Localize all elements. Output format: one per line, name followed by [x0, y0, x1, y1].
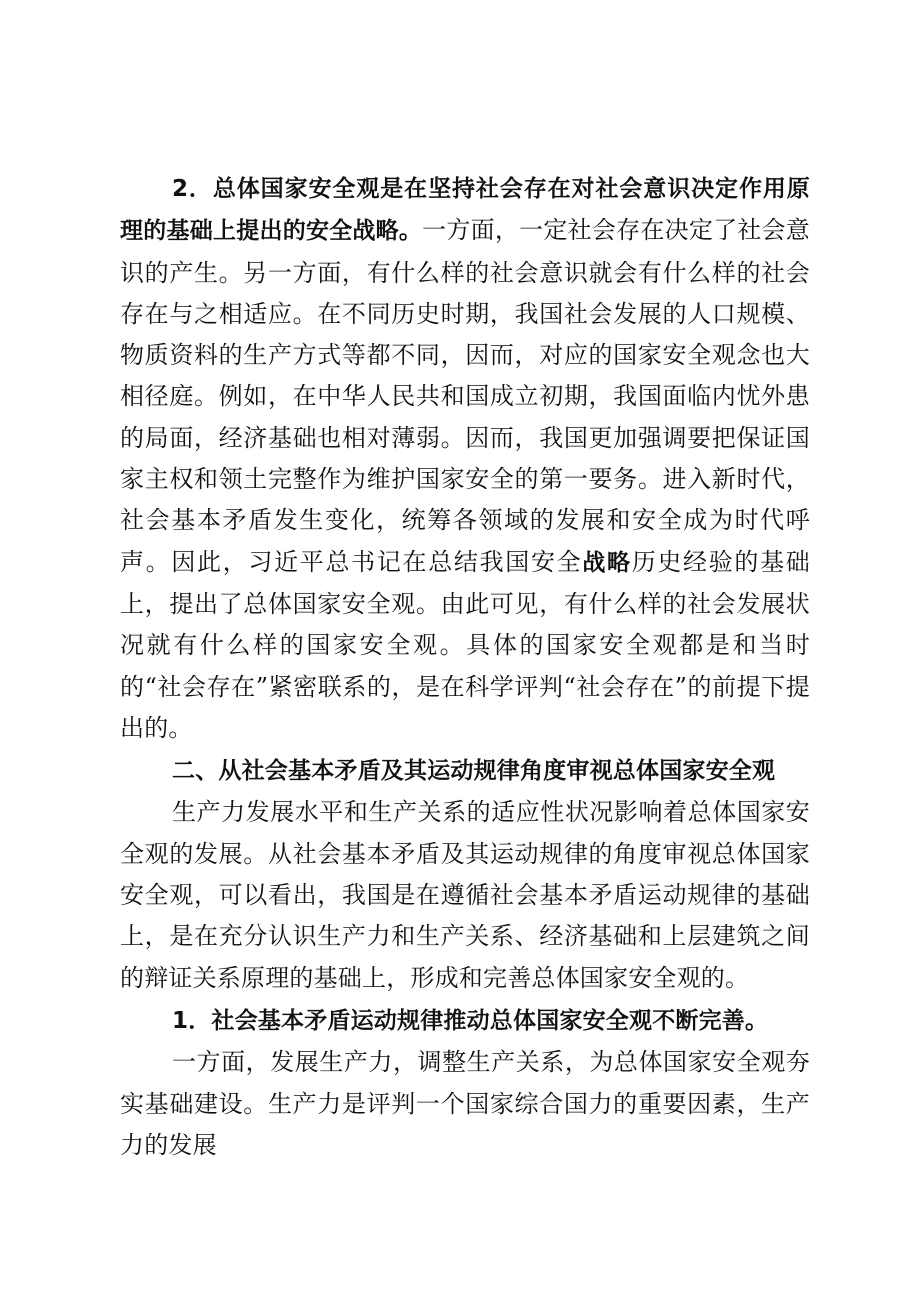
inline-bold-term: 战略 — [582, 549, 632, 576]
section-heading: 二、从社会基本矛盾及其运动规律角度审视总体国家安全观 — [172, 758, 776, 785]
document-body — [120, 168, 810, 1166]
paragraph-develop-productivity: 一方面，发展生产力，调整生产关系，为总体国家安全观夯实基础建设。生产力是评判一个国家综合国力的重要因素，生产力的发展 — [120, 1048, 810, 1159]
paragraph-lead-bold: 2．总体国家安全观是在坚持社会存在对社会意识决定作用原理的基础上提出的安全战略。 — [120, 176, 810, 245]
subsection-heading: 1．社会基本矛盾运动规律推动总体国家安全观不断完善。 — [172, 1007, 769, 1034]
paragraph-text-continued: 历史经验的基础上，提出了总体国家安全观。由此可见，有什么样的社会发展状况就有什么样的国家安全观。具体的国家安全观都是和当时的“社会存在”紧密联系的，是在科学评判“社会存在”的前提下提出的。 — [120, 547, 810, 742]
paragraph-security-strategy — [120, 168, 810, 749]
paragraph-productivity: 生产力发展水平和生产关系的适应性状况影响着总体国家安全观的发展。从社会基本矛盾及其运动规律的角度审视总体国家安全观，可以看出，我国是在遵循社会基本矛盾运动规律的基础上，是在充分认识生产力和生产关系、经济基础和上层建筑之间的辩证关系原理的基础上，形成和完善总体国家安全观的。 — [120, 798, 810, 992]
paragraph-text: 一方面，一定社会存在决定了社会意识的产生。另一方面，有什么样的社会意识就会有什么样的社会存在与之相适应。在不同历史时期，我国社会发展的人口规模、物质资料的生产方式等都不同，因而，对应的国家安全观念也大相径庭。例如，在中华人民共和国成立初期，我国面临内忧外患的局面，经济基础也相对薄弱。因而，我国更加强调要把保证国家主权和领土完整作为维护国家安全的第一要务。进入新时代，社会基本矛盾发生变化，统筹各领域的发展和安全成为时代呼声。因此，习近平总书记在总结我国安全 — [120, 216, 810, 576]
